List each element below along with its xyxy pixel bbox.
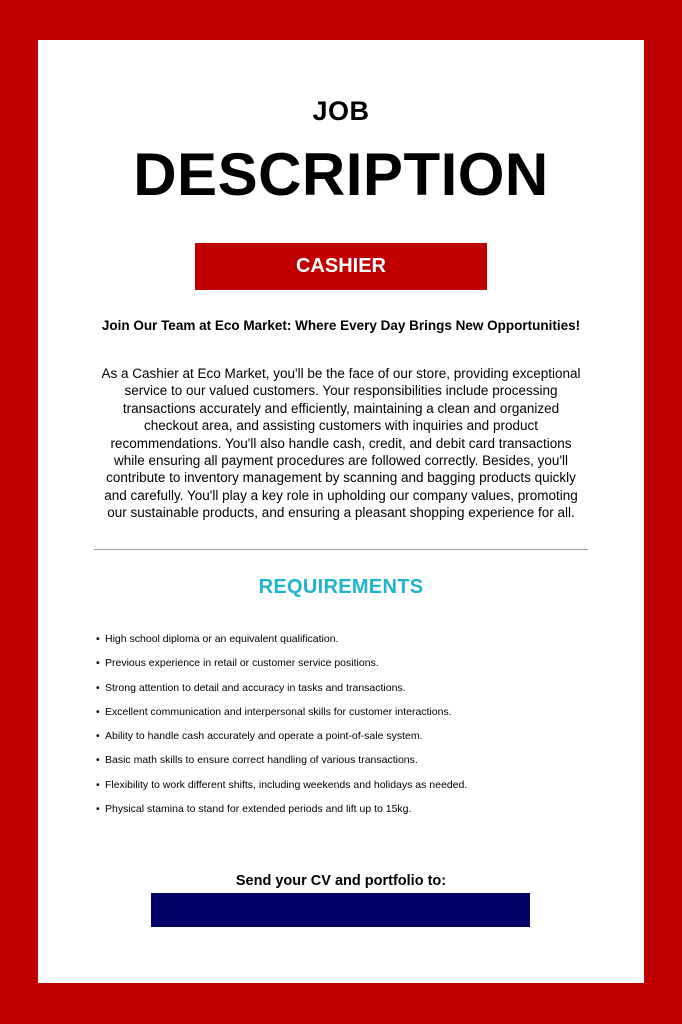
requirement-item <box>96 705 596 729</box>
bullet-icon: • <box>96 657 100 670</box>
bullet-icon: • <box>96 778 100 791</box>
requirement-text: Strong attention to detail and accuracy in tasks and transactions. <box>105 681 406 694</box>
requirement-item <box>96 802 596 826</box>
contact-box <box>151 893 530 927</box>
bullet-icon: • <box>96 754 100 767</box>
requirement-text: Excellent communication and interpersonal skills for customer interactions. <box>105 705 452 718</box>
requirement-item <box>96 729 596 753</box>
job-poster <box>38 40 644 983</box>
bullet-icon: • <box>96 681 100 694</box>
requirement-text: Basic math skills to ensure correct handling of various transactions. <box>105 754 418 767</box>
requirement-text: Flexibility to work different shifts, including weekends and holidays as needed. <box>105 778 468 791</box>
title-job: JOB <box>312 96 370 126</box>
requirement-item <box>96 632 596 656</box>
title-description: DESCRIPTION <box>133 141 549 208</box>
requirement-text: High school diploma or an equivalent qualification. <box>105 633 339 645</box>
bullet-icon: • <box>96 705 100 718</box>
requirement-item <box>96 778 596 802</box>
requirement-item <box>96 681 596 705</box>
requirements-list <box>96 632 596 826</box>
requirement-item <box>96 753 596 777</box>
contact-label: Send your CV and portfolio to: <box>235 873 447 889</box>
requirements-heading: REQUIREMENTS <box>258 576 424 598</box>
tagline: Join Our Team at Eco Market: Where Every Day Brings New Opportunities! <box>101 318 581 333</box>
requirement-text: Previous experience in retail or customer service positions. <box>105 657 379 670</box>
bullet-icon: • <box>96 633 100 645</box>
bullet-icon: • <box>96 730 100 743</box>
requirement-text: Ability to handle cash accurately and operate a point-of-sale system. <box>105 730 423 743</box>
job-description-text: As a Cashier at Eco Market, you'll be the face of our store, providing exceptional service to our valued customers. Your responsibilities include processing transactions accurately and efficiently, maintaining a clean and organized checkout area, and assisting customers with inquiries and product recommendations. You'll also handle cash, credit, and debit card transactions while ensuring all payment procedures are followed correctly. Besides, you'll contribute to inventory management by scanning and bagging products quickly and carefully. You'll play a key role in upholding our company values, promoting our sustainable products, and ensuring a pleasant shopping experience for all. <box>101 366 581 521</box>
bullet-icon: • <box>96 803 100 816</box>
divider <box>94 549 588 550</box>
requirement-text: Physical stamina to stand for extended periods and lift up to 15kg. <box>105 803 412 816</box>
role-banner: CASHIER <box>195 243 487 290</box>
requirement-item <box>96 656 596 680</box>
